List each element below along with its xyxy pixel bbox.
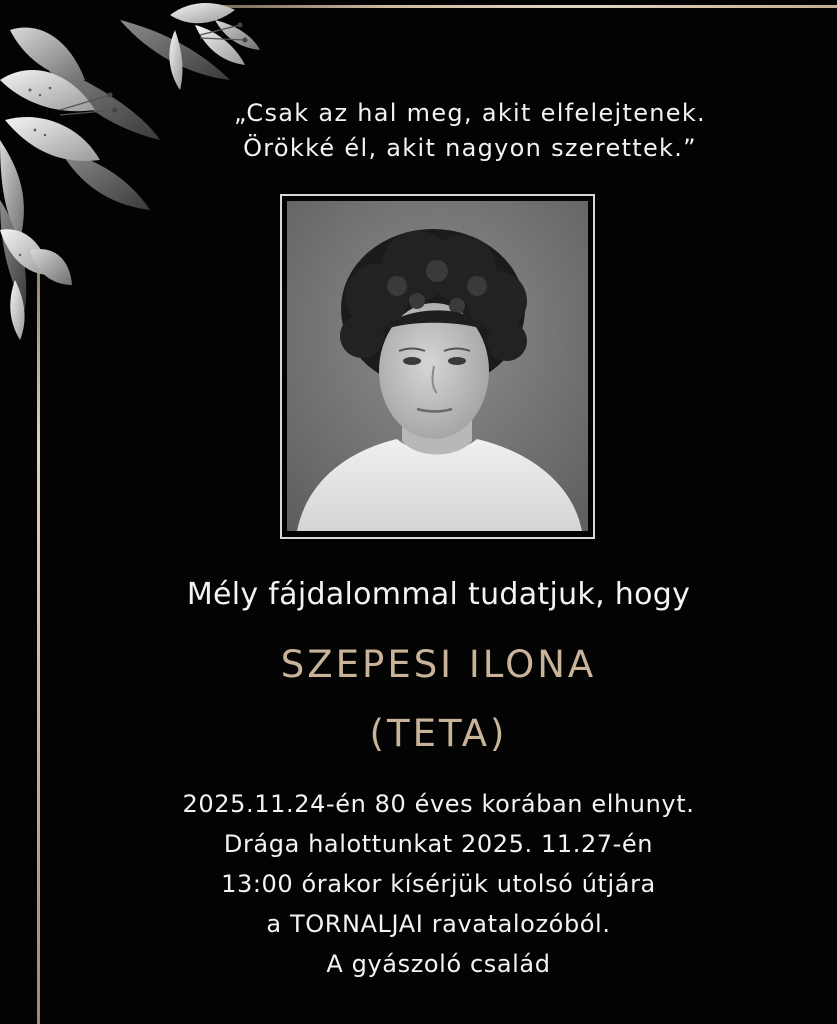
portrait-photo bbox=[287, 201, 588, 531]
details-line-4: a TORNALJAI ravatalozóból. bbox=[266, 910, 611, 938]
quote-line-2: Örökké él, akit nagyon szerettek.” bbox=[243, 134, 697, 162]
lily-flower-decoration bbox=[0, 0, 270, 345]
deceased-name: SZEPESI ILONA bbox=[280, 643, 597, 686]
gold-frame-left-line bbox=[37, 250, 40, 1024]
funeral-details bbox=[60, 784, 817, 984]
announcement-intro: Mély fájdalommal tudatjuk, hogy bbox=[186, 577, 691, 612]
quote-line-1: „Csak az hal meg, akit elfelejtenek. bbox=[234, 99, 706, 127]
details-line-5: A gyászoló család bbox=[326, 950, 551, 978]
memorial-quote bbox=[170, 96, 770, 166]
details-line-3: 13:00 órakor kísérjük utolsó útjára bbox=[221, 870, 656, 898]
gold-frame-top-line bbox=[200, 5, 837, 8]
details-line-1: 2025.11.24-én 80 éves korában elhunyt. bbox=[182, 790, 695, 818]
deceased-nickname: (TETA) bbox=[369, 712, 508, 755]
portrait-illustration bbox=[287, 201, 588, 531]
details-line-2: Drága halottunkat 2025. 11.27-én bbox=[223, 830, 654, 858]
